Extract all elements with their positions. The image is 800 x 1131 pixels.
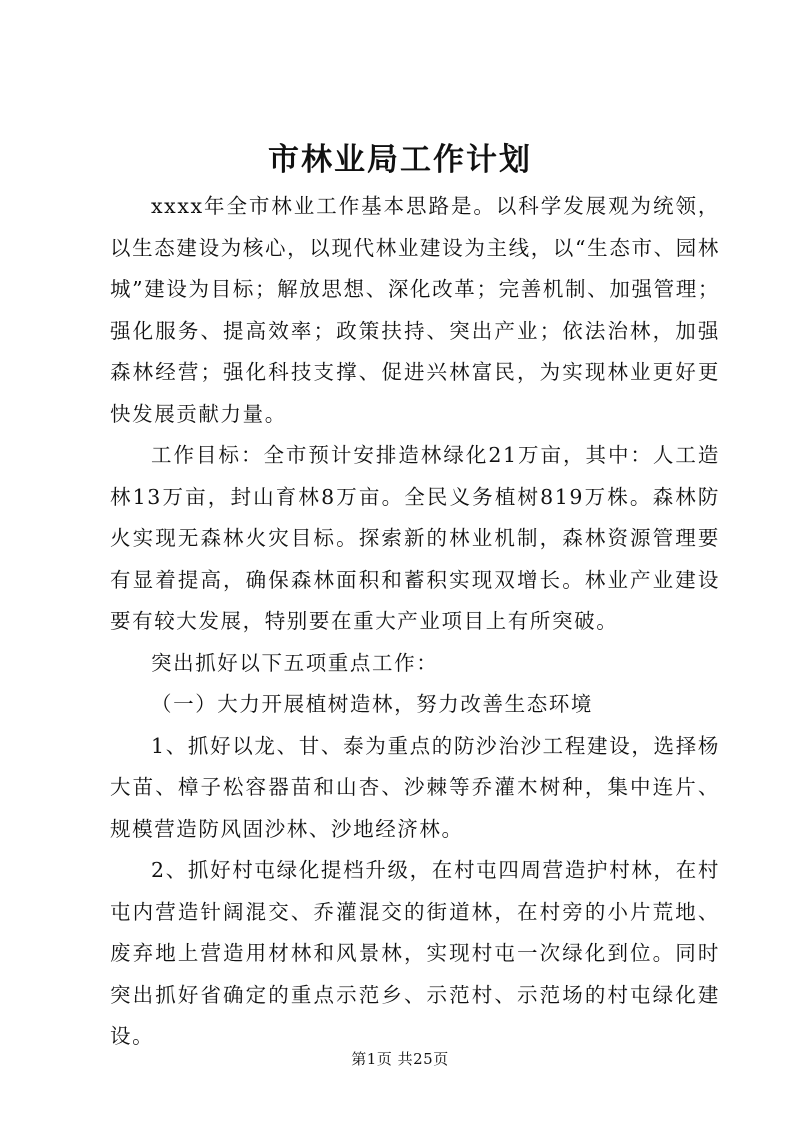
- paragraph-basic-approach: xxxx年全市林业工作基本思路是。以科学发展观为统领，以生态建设为核心，以现代林业建设为主线，以“生态市、园林城”建设为目标；解放思想、深化改革；完善机制、加强管理；强化服务、提高效率；政策扶持、突出产业；依法治林，加强森林经营；强化科技支撑、促进兴林富民，为实现林业更好更快发展贡献力量。: [110, 194, 720, 426]
- document-body: [110, 186, 720, 1058]
- paragraph-item-1: 1、抓好以龙、甘、泰为重点的防沙治沙工程建设，选择杨大苗、樟子松容器苗和山杏、沙棘等乔灌木树种，集中连片、规模营造防风固沙林、沙地经济林。: [110, 733, 720, 841]
- page-number-footer: 第1页 共25页: [351, 1050, 449, 1068]
- document-title: 市林业局工作计划: [268, 142, 532, 178]
- paragraph-key-tasks-intro: 突出抓好以下五项重点工作：: [151, 650, 439, 675]
- section-heading-afforestation: （一）大力开展植树造林，努力改善生态环境: [151, 692, 593, 716]
- paragraph-work-goals: 工作目标：全市预计安排造林绿化21万亩，其中：人工造林13万亩，封山育林8万亩。全民义务植树819万株。森林防火实现无森林火灾目标。探索新的林业机制，森林资源管理要有显着提高，确保森林面积和蓄积实现双增长。林业产业建设要有较大发展，特别要在重大产业项目上有所突破。: [110, 443, 720, 633]
- paragraph-item-2: 2、抓好村屯绿化提档升级，在村屯四周营造护村林，在村屯内营造针阔混交、乔灌混交的街道林，在村旁的小片荒地、废弃地上营造用材林和风景林，实现村屯一次绿化到位。同时突出抓好省确定的重点示范乡、示范村、示范场的村屯绿化建设。: [110, 858, 720, 1048]
